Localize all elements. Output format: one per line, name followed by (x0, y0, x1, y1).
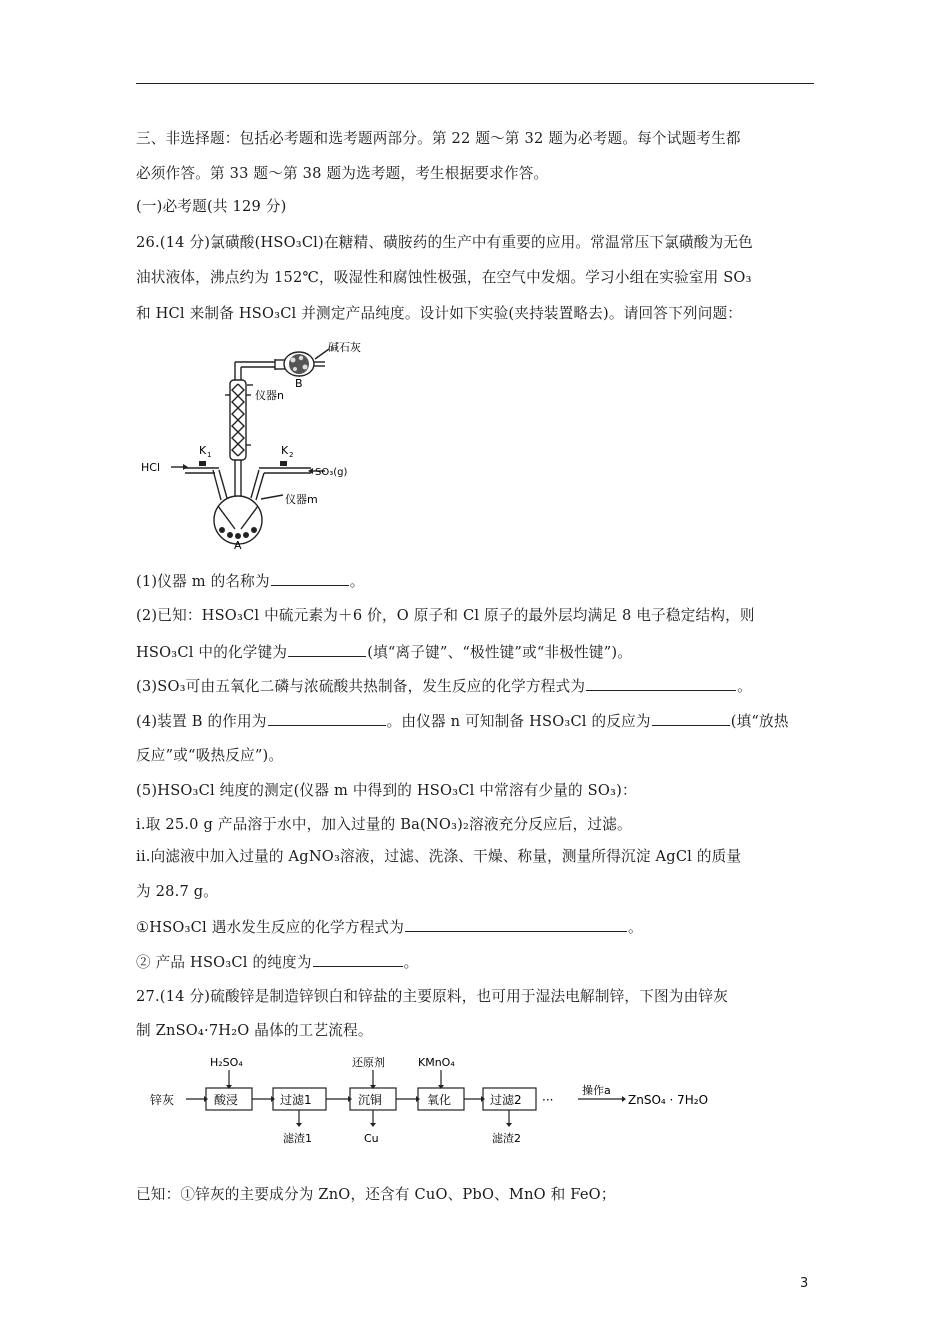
k1-label: K (199, 444, 207, 457)
input-reducing-agent: 还原剂 (352, 1056, 385, 1069)
q27-line2: 制 ZnSO₄·7H₂O 晶体的工艺流程。 (136, 1022, 373, 1039)
page-number: 3 (800, 1276, 809, 1291)
header-rule (136, 83, 814, 84)
flask-inner-line (218, 506, 235, 529)
instrument-m-label: 仪器m (285, 493, 318, 506)
answer-blank[interactable] (586, 676, 736, 691)
product-label: ZnSO₄ · 7H₂O (628, 1093, 709, 1107)
q26-part1: (1)仪器 m 的名称为 。 (136, 573, 365, 590)
step4-label: 氧化 (427, 1093, 452, 1107)
required-title: (一)必考题(共 129 分) (136, 198, 287, 215)
output-residue1: 滤渣1 (283, 1132, 312, 1145)
label-b: B (295, 377, 303, 390)
k2-sub: 2 (289, 451, 294, 459)
output-cu: Cu (364, 1132, 379, 1145)
so3-label: SO₃(g) (315, 467, 348, 478)
q27-line1: 27.(14 分)硫酸锌是制造锌钡白和锌盐的主要原料，也可用于湿法电解制锌，下图为由锌灰 (136, 988, 728, 1005)
q26-part2-line2: HSO₃Cl 中的化学键为 (填“离子键”、“极性键”或“非极性键”)。 (136, 644, 633, 661)
start-label: 锌灰 (150, 1093, 175, 1107)
q26-line1: 26.(14 分)氯磺酸(HSO₃Cl)在糖精、磺胺药的生产中有重要的应用。常温常压下氯磺酸为无色 (136, 234, 753, 251)
q26-part3: (3)SO₃可由五氧化二磷与浓硫酸共热制备，发生反应的化学方程式为 。 (136, 678, 752, 695)
q26-part5-q2: ② 产品 HSO₃Cl 的纯度为 。 (136, 954, 419, 971)
q26-part4-line2: 反应”或“吸热反应”)。 (136, 747, 284, 764)
operation-a-label: 操作a (582, 1084, 611, 1097)
answer-blank[interactable] (271, 571, 349, 586)
hcl-label: HCl (141, 461, 161, 474)
answer-blank[interactable] (313, 952, 403, 967)
q26-part5-ii-line2: 为 28.7 g。 (136, 883, 219, 900)
dots-label: ··· (542, 1093, 554, 1107)
step1-label: 酸浸 (214, 1093, 239, 1107)
apparatus-figure (135, 340, 361, 552)
q26-part5-i: i.取 25.0 g 产品溶于水中，加入过量的 Ba(NO₃)₂溶液充分反应后，过滤。 (136, 816, 632, 833)
input-kmno4: KMnO₄ (418, 1056, 455, 1069)
q26-part5-q1: ①HSO₃Cl 遇水发生反应的化学方程式为 。 (136, 919, 643, 936)
q27-known: 已知：①锌灰的主要成分为 ZnO，还含有 CuO、PbO、MnO 和 FeO； (136, 1186, 616, 1203)
k1-sub: 1 (207, 451, 212, 459)
q26-part5-ii-line1: ii.向滤液中加入过量的 AgNO₃溶液，过滤、洗涤、干燥、称量，测量所得沉淀 AgCl 的质量 (136, 848, 742, 865)
q26-part2-line1: (2)已知：HSO₃Cl 中硫元素为＋6 价，O 原子和 Cl 原子的最外层均满足 8 电子稳定结构，则 (136, 607, 755, 624)
answer-blank[interactable] (288, 642, 366, 657)
q26-part4-line1: (4)装置 B 的作用为 。由仪器 n 可知制备 HSO₃Cl 的反应为 (填“放热 (136, 713, 789, 730)
answer-blank[interactable] (405, 917, 627, 932)
process-flow-figure (150, 1048, 730, 1150)
q26-line2: 油状液体，沸点约为 152℃，吸湿性和腐蚀性极强，在空气中发烟。学习小组在实验室用 SO₃ (136, 269, 752, 286)
input-h2so4: H₂SO₄ (210, 1056, 243, 1069)
answer-blank[interactable] (652, 711, 730, 726)
step3-label: 沉铜 (358, 1093, 383, 1107)
section-header-line2: 必须作答。第 33 题～第 38 题为选考题，考生根据要求作答。 (136, 165, 549, 182)
instrument-n-label: 仪器n (255, 389, 284, 402)
output-residue2: 滤渣2 (492, 1132, 521, 1145)
section-header-line1: 三、非选择题：包括必考题和选考题两部分。第 22 题～第 32 题为必考题。每个试题考生都 (136, 130, 741, 147)
soda-lime-label: 碱石灰 (328, 341, 361, 354)
label-a: A (234, 539, 242, 552)
k2-label: K (281, 444, 289, 457)
step2-label: 过滤1 (280, 1093, 312, 1107)
answer-blank[interactable] (268, 711, 386, 726)
q26-line3: 和 HCl 来制备 HSO₃Cl 并测定产品纯度。设计如下实验(夹持装置略去)。请回答下列问题： (136, 305, 743, 322)
step5-label: 过滤2 (490, 1093, 522, 1107)
q26-part5: (5)HSO₃Cl 纯度的测定(仪器 m 中得到的 HSO₃Cl 中常溶有少量的 SO₃)： (136, 782, 637, 799)
